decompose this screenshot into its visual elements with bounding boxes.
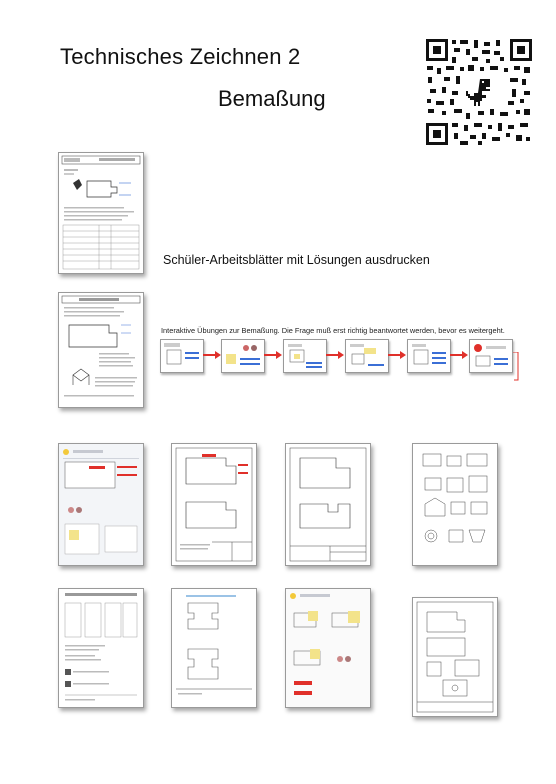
drawing-thumbnail-4b[interactable] — [171, 588, 257, 708]
exercise-thumbnail-3a[interactable] — [58, 443, 144, 566]
worksheet-thumbnail-4a[interactable] — [58, 588, 144, 708]
drawing-thumbnail-3d[interactable] — [412, 443, 498, 566]
exercises-caption: Interaktive Übungen zur Bemaßung. Die Frage muß erst richtig beantwortet werden, bevor es weitergeht. — [161, 326, 505, 335]
arrow-icon — [264, 351, 282, 359]
arrow-icon — [388, 351, 406, 359]
exercise-step-1[interactable] — [160, 339, 204, 373]
page-title-line-2: Bemaßung — [218, 86, 326, 111]
worksheet-thumbnail-2[interactable] — [58, 292, 144, 408]
exercise-step-4[interactable] — [345, 339, 389, 373]
exercise-step-2[interactable] — [221, 339, 265, 373]
drawing-thumbnail-4d[interactable] — [412, 597, 498, 717]
dinosaur-icon — [464, 75, 496, 109]
arrow-icon — [203, 351, 221, 359]
worksheets-caption: Schüler-Arbeitsblätter mit Lösungen ausdrucken — [163, 253, 430, 267]
exercise-step-3[interactable] — [283, 339, 327, 373]
qr-code[interactable] — [424, 37, 534, 147]
return-arrow-icon — [512, 352, 520, 382]
page-title-line-1: Technisches Zeichnen 2 — [60, 44, 301, 69]
drawing-thumbnail-3c[interactable] — [285, 443, 371, 566]
exercise-step-5[interactable] — [407, 339, 451, 373]
drawing-thumbnail-3b[interactable] — [171, 443, 257, 566]
arrow-icon — [450, 351, 468, 359]
exercise-thumbnail-4c[interactable] — [285, 588, 371, 708]
worksheet-thumbnail-1[interactable] — [58, 152, 144, 274]
arrow-icon — [326, 351, 344, 359]
exercise-step-6[interactable] — [469, 339, 513, 373]
